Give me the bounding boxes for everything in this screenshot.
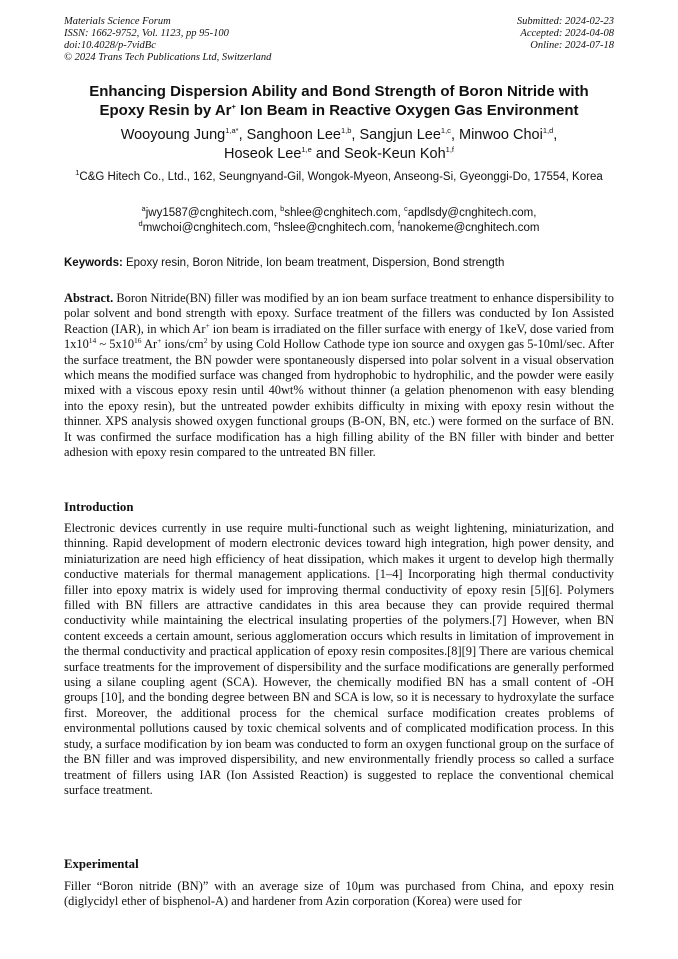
keywords [64,256,624,271]
author-list [40,126,638,164]
journal-issn: ISSN: 1662-9752, Vol. 1123, pp 95-100 [64,28,229,39]
title-line-1: Enhancing Dispersion Ability and Bond Strength of Boron Nitride with [89,83,589,100]
abstract-sup: 14 [88,336,97,346]
author-line-1 [40,126,638,145]
email-sup: a [141,204,146,214]
email-sup: c [404,204,408,214]
author-name: Sangjun Lee [359,127,441,143]
affiliation-sup: 1 [75,168,80,178]
keywords-label: Keywords: [64,257,123,269]
author-sup: 1,a* [225,126,239,136]
author-name: Sanghoon Lee [246,127,341,143]
email-separator: , [391,222,398,234]
author-sup: 1,d [542,126,554,136]
email-sup: b [280,204,285,214]
author-separator: , [553,127,558,143]
abstract-text: by using Cold Hollow Cathode type ion source and oxygen gas 5-10ml/sec. After the surface treatment, the BN powder were spontaneously dispersed into polar solvent in a visual observation which means the modified surface was changed from hydrophobic to hydrophilic, and the powder were easily mixed with a viscous epoxy resin until 40wt% without thinner (a gelation phenomenon with easy blending into the epoxy resin), but the untreated powder exhibits difficulty in mixing with epoxy resin without the thinner. XPS analysis showed oxygen functional groups (B-ON, BN, etc.) were formed on the surface of BN. It was confirmed the surface modification has a high filling ability of the BN filler with binder and better adhesion with epoxy resin compared to the untreated BN filler. [64,337,614,460]
email-address[interactable]: shlee@cnghitech.com [284,207,398,219]
experimental-text: Filler “Boron nitride (BN)” with an average size of 10μm was purchased from China, and epoxy resin (diglycidyl ether of bisphenol-A) and hardener from Azin corporation (Korea) were used for [64,879,614,909]
title-line-2 [40,101,638,120]
author-line-2 [40,145,638,164]
author-sup: 1,c [440,126,451,136]
abstract-text: ~ 5x10 [96,337,135,352]
email-line-2 [50,221,628,236]
email-address[interactable]: hslee@cnghitech.com [278,222,392,234]
abstract-text: Ar [141,337,158,352]
author-name: Wooyoung Jung [120,127,226,143]
affiliation [50,170,628,185]
journal-copyright: © 2024 Trans Tech Publications Ltd, Switzerland [64,52,272,63]
abstract-label: Abstract. [64,291,114,305]
abstract-text: ion beam is irradiated on the filler surface with energy of 1keV, dose varied from 1x10 [64,321,614,352]
author-sup: 1,b [340,126,352,136]
submitted-date: Submitted: 2024-02-23 [516,16,614,27]
email-separator: , [533,207,537,219]
title-superscript: + [231,102,236,111]
abstract-sup: + [157,336,162,346]
author-name: Seok-Keun Koh [344,146,446,162]
email-separator: , [267,222,274,234]
online-date: Online: 2024-07-18 [530,40,614,51]
paper-title [40,82,638,120]
author-name: Minwoo Choi [459,127,543,143]
email-separator: , [397,207,405,219]
author-sup: 1,e [301,145,312,155]
abstract [64,291,614,460]
journal-header [64,16,271,64]
author-separator: , [351,127,360,143]
author-separator: , [238,127,247,143]
author-name: Hoseok Lee [224,146,302,162]
email-address[interactable]: nanokeme@cnghitech.com [399,222,540,234]
email-separator: , [273,207,281,219]
email-sup: e [273,219,279,229]
abstract-sup: 16 [134,336,142,346]
journal-doi: doi:10.4028/p-7vidBc [64,40,156,51]
accepted-date: Accepted: 2024-04-08 [520,28,614,39]
abstract-sup: + [205,320,210,330]
keywords-text: Epoxy resin, Boron Nitride, Ion beam treatment, Dispersion, Bond strength [122,257,505,269]
email-address[interactable]: mwchoi@cnghitech.com [142,222,268,234]
email-list [50,206,628,236]
author-separator: , [450,127,459,143]
abstract-text: Boron Nitride(BN) filler was modified by an ion beam surface treatment to enhance dispersibility to polar solvent and bond strength with epoxy. Surface treatment of the fillers was conducted by Ion Assisted Reaction (IAR), in which Ar [64,291,614,336]
publication-dates [517,16,614,52]
introduction-heading: Introduction [64,500,134,514]
title-text: Ion Beam in Reactive Oxygen Gas Environment [235,102,579,119]
title-text: Epoxy Resin by Ar [99,102,232,119]
abstract-sup: 2 [203,336,208,346]
email-address[interactable]: apdlsdy@cnghitech.com [407,207,534,219]
email-sup: f [397,219,400,229]
affiliation-text: C&G Hitech Co., Ltd., 162, Seungnyand-Gil, Wongok-Myeon, Anseong-Si, Gyeonggi-Do, 17554, Korea [79,171,603,183]
email-address[interactable]: jwy1587@cnghitech.com [145,207,274,219]
author-sup: 1,f [445,145,454,155]
email-line-1 [50,206,628,221]
abstract-text: ions/cm [161,337,204,352]
introduction-text: Electronic devices currently in use require multi-functional such as weight lightening, miniaturization, and thinning. Rapid development of modern electronic devices toward high integration, high power density, and miniaturization are need high efficiency of heat dissipation, which makes it urgent to develop high thermally conductive materials for thermal management applications. [1–4] Incorporating high thermal conductivity filler into epoxy matrix is widely used for improving thermal conductivity of epoxy resin [5][6]. Polymers filled with BN fillers are attractive candidates in this area because they can provide required thermal conductivity while maintaining the electrical insulating properties of the polymers.[7] However, when BN content exceeds a certain amount, serious agglomeration occurs which results in limitation of improvement in the thermal conductivity and practical application of epoxy resin composites.[8][9] There are various chemical surface treatments for the improvement of dispersibility and the surface modifications are generally performed using a silane coupling agent (SCA). However, the chemically modified BN has a small content of -OH groups [10], and the bonding degree between BN and SCA is low, so it is necessary to hydroxylate the surface first. Moreover, the additional process for the chemical surface modification creates problems of environmental pollutions caused by toxic chemical solvents and of complicated modification process. In this study, a surface modification by ion beam was conducted to form an oxygen functional group on the surface of the BN filler and was improved dispersibility, and new environmentally friendly process so called a surface treatment of fillers using IAR (Ion Assisted Reaction) is suggested to replace the conventional chemical surface treatment. [64,521,614,797]
email-sup: d [138,219,143,229]
author-separator: and [311,146,345,162]
experimental-heading: Experimental [64,857,139,871]
journal-name: Materials Science Forum [64,16,171,27]
